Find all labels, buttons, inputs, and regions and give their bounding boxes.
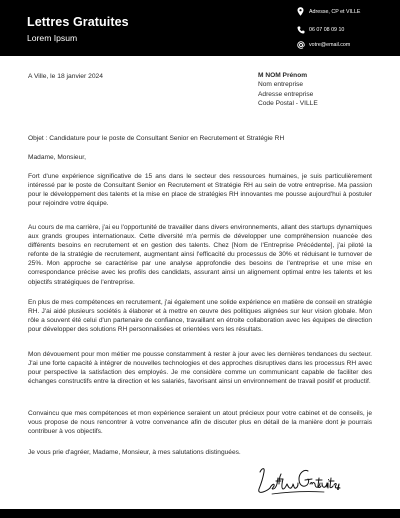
location-pin-icon: [296, 7, 305, 16]
recipient-block: [258, 71, 318, 109]
handwritten-signature: [252, 462, 342, 502]
contact-address: [296, 7, 360, 16]
letter-paragraph: En plus de mes compétences en recrutement, j'ai également une solide expérience en matière de conseil en stratégie RH. J'ai aidé plusieurs sociétés à élaborer et à mettre en œuvre des politiques alignées sur leur vision globale. Mon rôle a souvent été celui d'un partenaire de confiance, travaillant en étroite collaboration avec les équipes de direction pour développer des solutions RH personnalisées et orientées vers les résultats.: [28, 299, 372, 334]
letter-subject: Objet : Candidature pour le poste de Consultant Senior en Recrutement et Stratégie RH: [28, 135, 285, 142]
contact-email: [296, 40, 350, 49]
address-text: Adresse, CP et VILLE: [309, 8, 361, 15]
header-banner: [0, 0, 400, 56]
brand-subtitle: Lorem Ipsum: [27, 33, 78, 43]
contact-phone: [296, 25, 344, 34]
footer-bar: [0, 509, 400, 518]
recipient-city: Code Postal - VILLE: [258, 100, 318, 108]
letter-paragraph: Au cours de ma carrière, j'ai eu l'opportunité de travailler dans divers environnements, allant des startups dynamiques aux grands groupes internationaux. Cette diversité m'a permis de développer une compréhension nuancée des différents besoins en recrutement et en gestion des talents. Chez [Nom de l'Entreprise Précédente], j'ai piloté la refonte de la stratégie de recrutement, augmentant ainsi l'efficacité du processus de 30% et réduisant le turnover de 25%. Mon approche se caractérise par une analyse approfondie des besoins de l'entreprise et une mise en correspondance précise avec les profils des candidats, assurant ainsi un alignement optimal entre les talents et les objectifs stratégiques de l'entreprise.: [28, 224, 372, 286]
letter-closing: Je vous prie d'agréer, Madame, Monsieur, à mes salutations distinguées.: [28, 449, 241, 456]
email-text: votre@email.com: [309, 41, 351, 48]
letter-paragraph: Mon dévouement pour mon métier me pousse constamment à rester à jour avec les dernières tendances du secteur. J'ai une forte capacité à intégrer de nouvelles technologies et des approches disruptives dans les processus RH avec pour perspective la satisfaction des employés. Je me considère comme un communicant capable de faciliter des échanges constructifs entre la direction et les salariés, favorisant ainsi un environnement de travail positif et productif.: [28, 351, 372, 386]
recipient-name: M NOM Prénom: [258, 72, 308, 79]
at-sign-icon: [296, 40, 305, 49]
letter-paragraph: Convaincu que mes compétences et mon expérience seraient un atout précieux pour votre cabinet et de conseils, je vous propose de nous rencontrer à votre convenance afin de discuter plus en détail de la manière dont je pourrais contribuer à vos objectifs.: [28, 410, 372, 436]
phone-icon: [296, 25, 305, 34]
letter-greeting: Madame, Monsieur,: [28, 154, 86, 161]
phone-text: 06 07 08 09 10: [309, 26, 345, 33]
recipient-company: Nom entreprise: [258, 81, 304, 89]
recipient-address: Adresse entreprise: [258, 90, 314, 98]
letter-date: A Ville, le 18 janvier 2024: [28, 73, 103, 80]
brand-title: Lettres Gratuites: [27, 15, 129, 29]
letter-paragraph: Fort d'une expérience significative de 15 ans dans le secteur des ressources humaines, je suis particulièrement intéressé par le poste de Consultant Senior en Recrutement et Stratégie RH au sein de votre entreprise. Ma passion pour le développement des talents et la mise en place de stratégies RH innovantes me pousse aujourd'hui à postuler pour rejoindre votre équipe.: [28, 173, 372, 208]
